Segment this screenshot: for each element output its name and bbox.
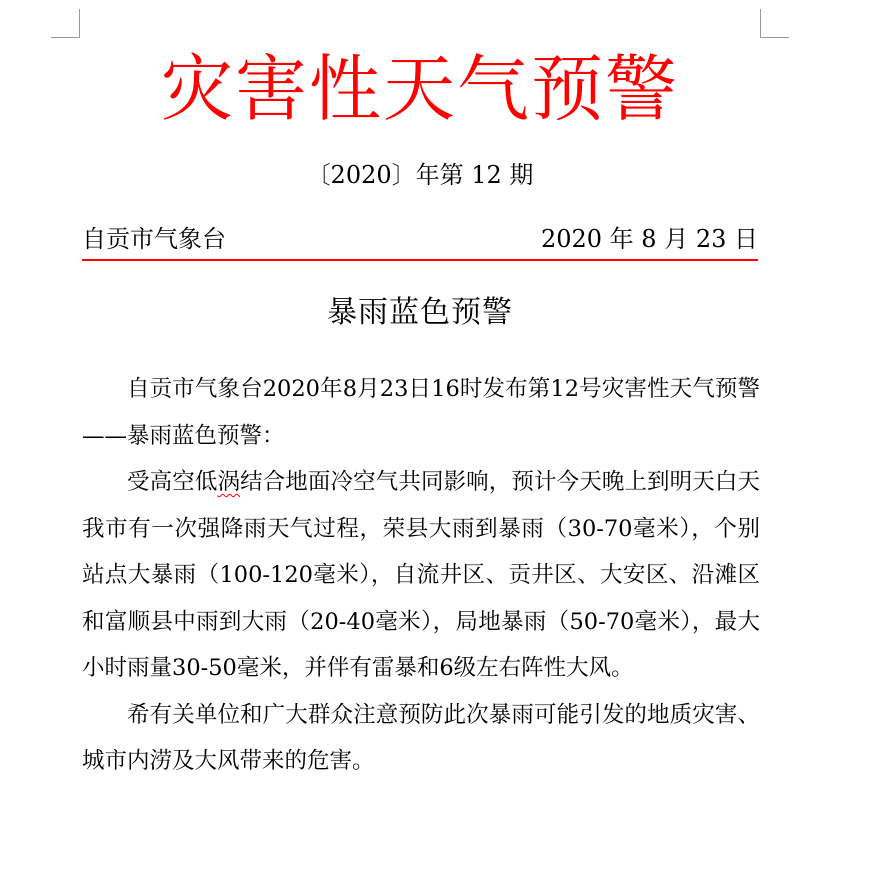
document-title: 灾害性天气预警 (160, 47, 679, 131)
spellcheck-flagged-word: 涡 (217, 469, 241, 495)
paragraph-forecast (82, 459, 760, 692)
alert-title: 暴雨蓝色预警 (327, 295, 513, 330)
crop-mark-top-right (760, 9, 789, 38)
document-body (82, 366, 760, 785)
issue-date: 2020 年 8 月 23 日 (540, 225, 758, 253)
paragraph-advice: 希有关单位和广大群众注意预防此次暴雨可能引发的地质灾害、城市内涝及大风带来的危害。 (82, 701, 760, 774)
red-separator-line (82, 259, 758, 261)
crop-mark-top-left (51, 9, 80, 38)
issue-number: 〔2020〕年第 12 期 (306, 161, 534, 189)
forecast-text-start: 受高空低 (127, 469, 218, 495)
issuer-name: 自贡市气象台 (82, 225, 226, 253)
forecast-text-rest: 结合地面冷空气共同影响，预计今天晚上到明天白天我市有一次强降雨天气过程，荣县大雨到暴雨（30-70毫米），个别站点大暴雨（100-120毫米），自流井区、贡井区、大安区、沿滩区和富顺县中雨到大雨（20-40毫米），局地暴雨（50-70毫米），最大小时雨量30-50毫米，并伴有雷暴和6级左右阵性大风。 (82, 469, 760, 681)
issuer-date-row (82, 222, 758, 256)
paragraph-announcement: 自贡市气象台2020年8月23日16时发布第12号灾害性天气预警——暴雨蓝色预警： (82, 376, 760, 449)
